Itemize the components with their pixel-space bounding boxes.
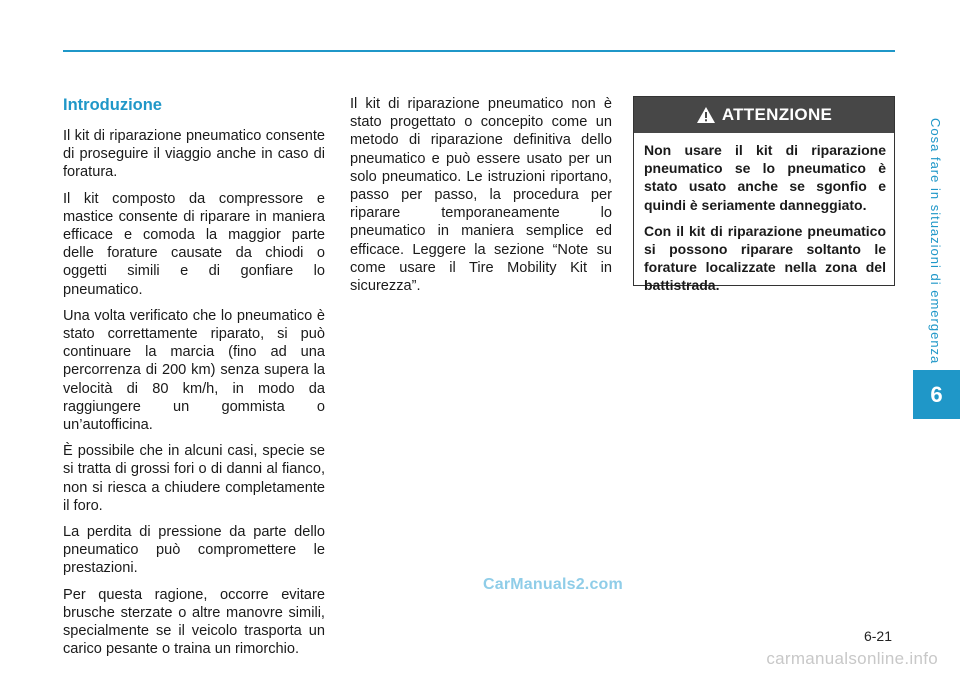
left-column: [63, 95, 325, 666]
footer-watermark: carmanualsonline.info: [766, 649, 938, 668]
watermark: CarManuals2.com: [483, 576, 623, 593]
warning-paragraph: Non usare il kit di riparazione pneumatico se lo pneumatico è stato usato anche se sgonfio e quindi è seriamente danneggiato.: [644, 142, 886, 213]
middle-column: [350, 95, 612, 303]
warning-triangle-icon: [696, 106, 716, 124]
warning-box: [633, 96, 895, 294]
warning-header: [634, 97, 894, 133]
section-title: Introduzione: [63, 96, 162, 114]
paragraph: Il kit di riparazione pneumatico consente di proseguire il viaggio anche in caso di foratura.: [63, 128, 325, 181]
paragraph: Una volta verificato che lo pneumatico è stato correttamente riparato, si può continuare la marcia (fino ad una percorrenza di 200 km) senza supera la velocità di 80 km/h, in modo da raggiungere un gommista o un’autofficina.: [63, 307, 325, 434]
warning-paragraph: Con il kit di riparazione pneumatico si possono riparare soltanto le forature localizzate nella zona del battistrada.: [644, 222, 886, 294]
top-rule: [63, 50, 895, 52]
paragraph: Per questa ragione, occorre evitare brusche sterzate o altre manovre simili, specialmente se il veicolo trasporta un carico pesante o traina un rimorchio.: [63, 586, 325, 658]
chapter-side-label: Cosa fare in situazioni di emergenza: [928, 118, 943, 365]
paragraph: La perdita di pressione da parte dello pneumatico può compromettere le prestazioni.: [63, 524, 325, 577]
warning-body: [634, 133, 894, 295]
paragraph: È possibile che in alcuni casi, specie se si tratta di grossi fori o di danni al fianco, non si riesca a chiudere completamente il foro.: [63, 443, 325, 514]
chapter-tab: 6: [913, 370, 960, 419]
paragraph: Il kit composto da compressore e mastice consente di riparare in maniera efficace e comoda la maggior parte delle forature causate da chiodi o oggetti simili e di gonfiare lo pneumatico.: [63, 190, 325, 298]
warning-title: ATTENZIONE: [721, 105, 833, 124]
page-number: 6-21: [863, 628, 892, 644]
paragraph: Il kit di riparazione pneumatico non è stato progettato o concepito come un metodo di riparazione definitiva dello pneumatico e può essere usato per un solo pneumatico. Le istruzioni riportano, passo per passo, la procedura per riparare temporaneamente lo pneumatico in maniera semplice ed efficace. Leggere la sezione “Note su come usare il Tire Mobility Kit in sicurezza”.: [350, 96, 612, 295]
